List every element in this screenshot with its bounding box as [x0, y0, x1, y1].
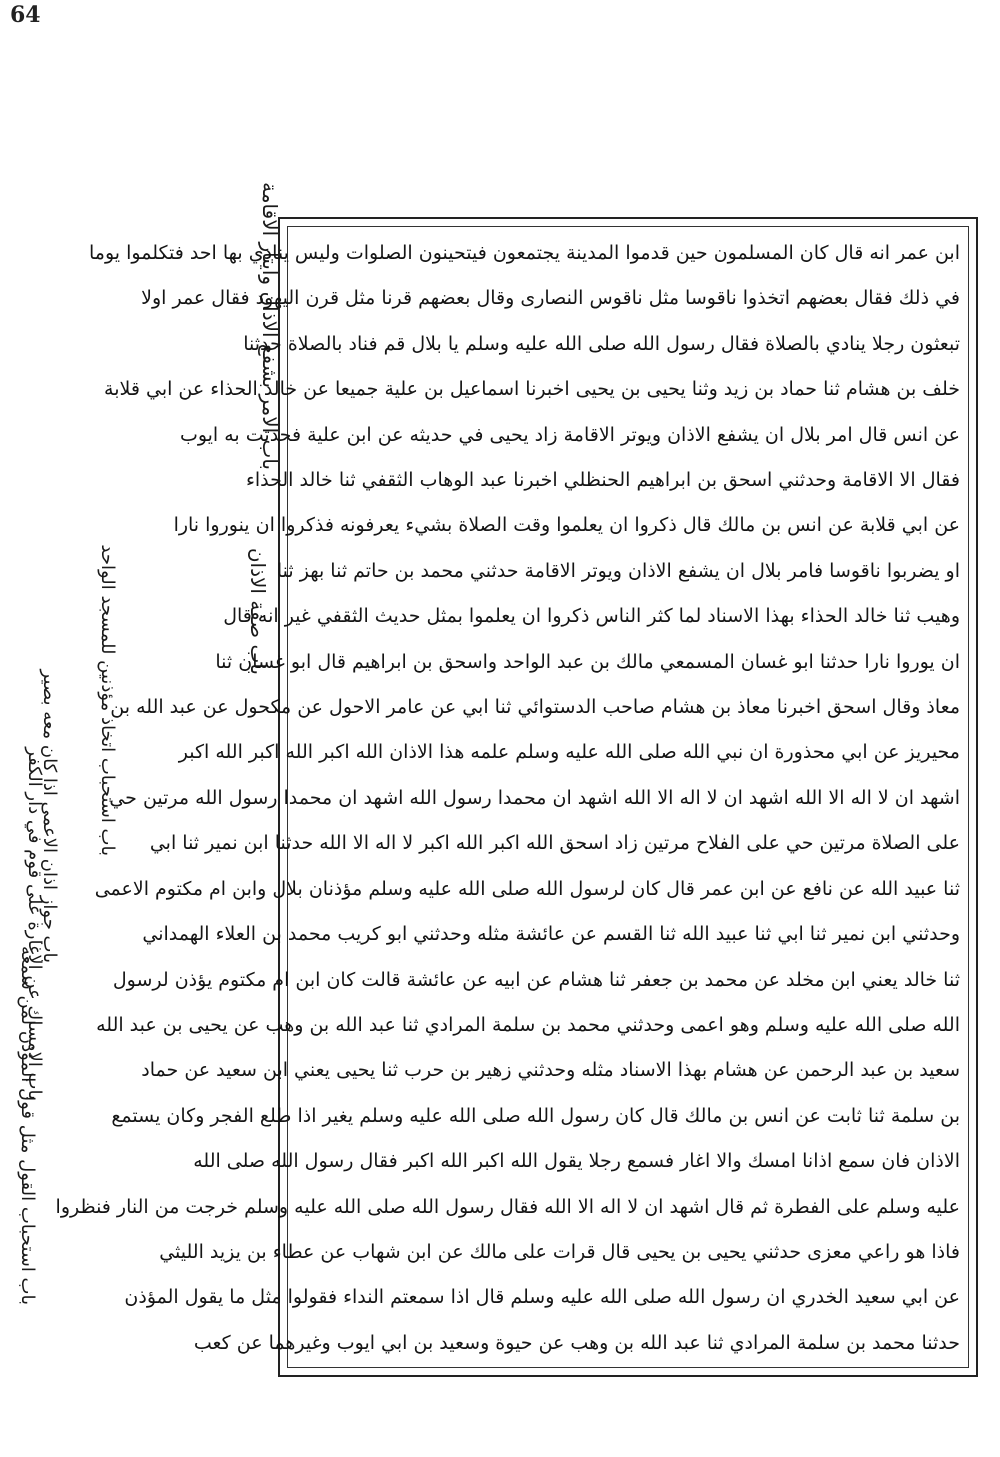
text-line: عليه وسلم على الفطرة ثم قال اشهد ان لا اله الا الله فقال رسول الله صلى الله عليه وسلم خرجت من النار فنظروا [55, 1195, 960, 1218]
text-line: تبعثون رجلا ينادي بالصلاة فقال رسول الله صلى الله عليه وسلم يا بلال قم فناد بالصلاة حدثنا [243, 332, 960, 355]
margin-heading-sifat-al-adhan: باب صفة الاذان [246, 547, 270, 675]
text-line: سعيد بن عبد الرحمن عن هشام بهذا الاسناد مثله وحدثني زهير بن حرب ثنا يحيى يعني ابن سعيد عن حماد [141, 1059, 960, 1082]
text-line: الاذان فان سمع اذانا امسك والا اغار فسمع رجلا يقول الله اكبر الله اكبر فقال رسول الله صلى الله [193, 1150, 960, 1173]
text-line: فاذا هو راعي معزى حدثني يحيى بن يحيى قال قرات على مالك عن ابن شهاب عن عطاء بن يزيد الليثي [159, 1240, 960, 1263]
text-line: معاذ وقال اسحق اخبرنا معاذ بن هشام صاحب الدستوائي ثنا ابي عن عامر الاحول عن مكحول عن عبد الله بن [110, 696, 960, 719]
margin-heading-shaf-al-adhan: باب الامر بشفع الاذان وايتار الاقامة [258, 182, 282, 470]
text-line: ثنا عبيد الله عن نافع عن ابن عمر قال كان لرسول الله صلى الله عليه وسلم مؤذنان بلال وابن ام مكتوم الاعمى [94, 877, 960, 900]
text-line: الله صلى الله عليه وسلم وهو اعمى وحدثني محمد بن سلمة المرادي ثنا عبد الله بن وهب عن يحيى بن عبد الله [96, 1013, 960, 1036]
text-line: عن ابي قلابة عن انس بن مالك قال ذكروا ان يعلموا وقت الصلاة بشيء يعرفونه فذكروا ان ينوروا نارا [173, 514, 960, 537]
text-line: وحدثني ابن نمير ثنا ابي ثنا عبيد الله ثنا القسم عن عائشة مثله وحدثني ابو كريب محمد بن العلاء الهمداني [142, 923, 960, 946]
text-line: ان يوروا نارا حدثنا ابو غسان المسمعي مالك بن عبد الواحد واسحق بن ابراهيم قال ابو غسان ثنا [215, 650, 960, 673]
margin-heading-two-muadhins: باب استحباب اتخاذ مؤذنين للمسجد الواحد [97, 544, 118, 856]
text-line: خلف بن هشام ثنا حماد بن زيد وثنا يحيى بن يحيى اخبرنا اسماعيل بن علية جميعا عن خالد الحذاء عن ابي قلابة [104, 378, 960, 401]
text-line: عن انس قال امر بلال ان يشفع الاذان ويوتر الاقامة زاد يحيى في حديثه عن ابن علية فحدثت به ايوب [179, 423, 960, 446]
text-line: فقال الا الاقامة وحدثني اسحق بن ابراهيم الحنظلي اخبرنا عبد الوهاب الثقفي ثنا خالد الحذاء [245, 469, 960, 492]
margin-heading-blind-muadhin-visible: باب جواز اذان الاعمى اذا كان معه بصير [39, 669, 60, 963]
text-line: او يضربوا ناقوسا فامر بلال ان يشفع الاذان ويوتر الاقامة حدثني محمد بن حاتم ثنا بهز ثنا [276, 559, 960, 582]
margin-heading-repeat-muadhin: باب استحباب القول مثل قول المؤذن لمن سمعه [17, 946, 38, 1305]
text-line: ثنا خالد يعني ابن مخلد عن محمد بن جعفر ثنا هشام عن ابيه عن عائشة قالت كان ابن ام مكتوم يؤذن لرسول [112, 968, 960, 991]
text-line: في ذلك فقال بعضهم اتخذوا ناقوسا مثل ناقوس النصارى وقال بعضهم قرنا مثل قرن اليهود فقال عمر اولا [141, 287, 960, 310]
text-line: ابن عمر انه قال كان المسلمون حين قدموا المدينة يجتمعون فيتحينون الصلوات وليس ينادي بها احد فتكلموا يوما [89, 242, 960, 264]
page-number: 64 [10, 2, 41, 28]
text-line: عن ابي سعيد الخدري ان رسول الله صلى الله عليه وسلم قال اذا سمعتم النداء فقولوا مثل ما يقول المؤذن [124, 1286, 960, 1309]
text-line: وهيب ثنا خالد الحذاء بهذا الاسناد لما كثر الناس ذكروا ان يعلموا بمثل حديث الثقفي غير انه قال [223, 605, 960, 628]
text-line: على الصلاة مرتين حي على الفلاح مرتين زاد اسحق الله اكبر الله اكبر لا اله الا الله حدثنا ابن نمير ثنا ابي [149, 832, 960, 855]
text-line: محيريز عن ابي محذورة ان نبي الله صلى الله عليه وسلم علمه هذا الاذان الله اكبر الله اكبر الله اكبر [178, 741, 960, 764]
text-line: حدثنا محمد بن سلمة المرادي ثنا عبد الله بن وهب عن حيوة وسعيد بن ابي ايوب وغيرهما عن كعب [193, 1331, 960, 1354]
text-line: بن سلمة ثنا ثابت عن انس بن مالك قال كان رسول الله صلى الله عليه وسلم يغير اذا طلع الفجر وكان يستمع [111, 1104, 960, 1127]
text-line: اشهد ان لا اله الا الله اشهد ان لا اله الا الله اشهد ان محمدا رسول الله اشهد ان محمدا رسول الله مرتين حي [109, 786, 960, 809]
margin-heading-imsak-ighara: باب الامساك عن الاغارة على قوم في دار الكفر [24, 747, 45, 1100]
